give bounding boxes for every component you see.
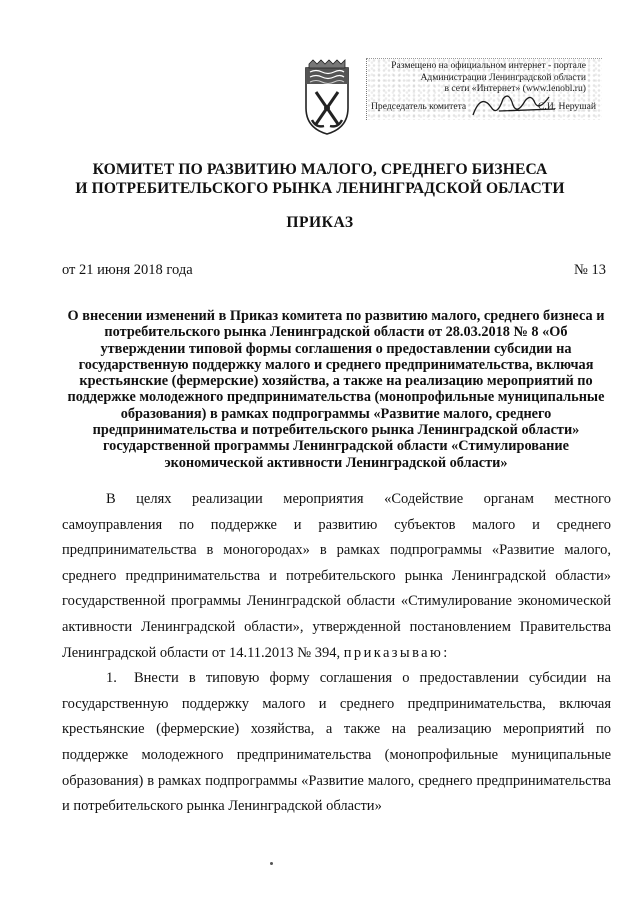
item-paragraph: [62, 666, 611, 820]
title-line: И ПОТРЕБИТЕЛЬСКОГО РЫНКА ЛЕНИНГРАДСКОЙ ОБЛАСТИ: [75, 180, 565, 197]
publication-stamp: [366, 58, 602, 120]
stamp-line: Администрации Ленинградской области: [420, 71, 586, 83]
order-word: приказываю:: [343, 644, 450, 661]
document-date: от 21 июня 2018 года: [62, 262, 193, 278]
organization-title: [0, 160, 640, 198]
document-number: № 13: [574, 262, 606, 278]
stamp-position: Председатель комитета: [371, 100, 467, 112]
signature-icon: [469, 89, 559, 121]
title-line: КОМИТЕТ ПО РАЗВИТИЮ МАЛОГО, СРЕДНЕГО БИЗНЕСА: [92, 161, 548, 178]
preamble-text: В целях реализации мероприятия «Содействие органам местного самоуправления по поддержке и развитию субъектов малого и среднего предпринимательства в моногородах» в рамках подпрограммы «Развитие малого, среднего предпринимательства и потребительского рынка Ленинградской области» государственной программы Ленинградской области «Стимулирование экономической активности Ленинградской области», утвержденной постановлением Правительства Ленинградской области от 14.11.2013 № 394,: [62, 491, 611, 661]
document-type: ПРИКАЗ: [286, 214, 354, 231]
preamble-paragraph: [62, 487, 611, 666]
stamp-line: Размещено на официальном интернет - портале: [391, 60, 586, 71]
scan-speck: [270, 862, 273, 865]
coat-of-arms-icon: [302, 58, 352, 136]
item-number: 1.: [106, 670, 117, 687]
stamp-signer: С.И. Нерушай: [538, 100, 596, 112]
stamp-line: в сети «Интернет» (www.lenobl.ru): [444, 83, 586, 94]
document-body: [62, 487, 611, 820]
document-subject: О внесении изменений в Приказ комитета по развитию малого, среднего бизнеса и потребительского рынка Ленинградской области от 28.03.2018 № 8 «Об утверждении типовой формы соглашения о предоставлении субсидии на государственную поддержку малого и среднего предпринимательства, включая крестьянские (фермерские) хозяйства, а также на реализацию мероприятий по поддержке молодежного предпринимательства (монопрофильные муниципальные образования) в рамках подпрограммы «Развитие малого, среднего предпринимательства и потребительского рынка Ленинградской области» государственной программы Ленинградской области «Стимулирование экономической активности Ленинградской области»: [67, 308, 605, 471]
item-text: Внести в типовую форму соглашения о предоставлении субсидии на государственную поддержку малого и среднего предпринимательства, включая крестьянские (фермерские) хозяйства, а также на реализацию мероприятий по поддержке молодежного предпринимательства (монопрофильные муниципальные образования) в рамках подпрограммы «Развитие малого, среднего предпринимательства и потребительского рынка Ленинградской области»: [62, 670, 611, 815]
